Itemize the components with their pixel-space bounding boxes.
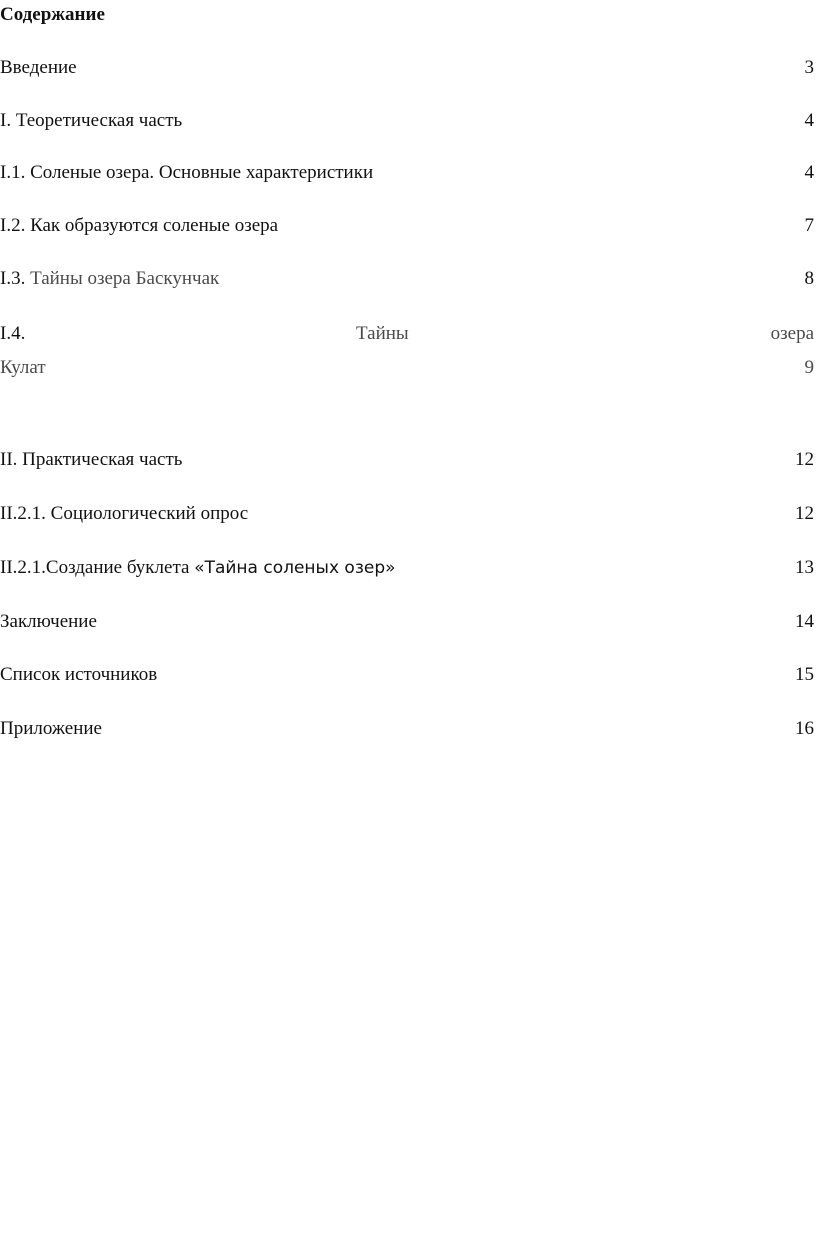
toc-entry-kulat-line1 xyxy=(0,322,814,346)
toc-entry-page: 4 xyxy=(804,110,814,131)
toc-entry-formation xyxy=(0,214,814,238)
toc-entry-label-word: Тайны xyxy=(356,323,409,344)
toc-entry-salt-lakes xyxy=(0,161,814,185)
toc-entry-label-prefix: I.3. xyxy=(0,268,26,289)
toc-entry-label-prefix: II.2.1.Создание буклета xyxy=(0,557,195,578)
toc-entry-page: 7 xyxy=(804,215,814,236)
toc-entry-sources xyxy=(0,663,814,687)
toc-entry-label: I.1. Соленые озера. Основные характеристики xyxy=(0,162,374,183)
toc-entry-page: 15 xyxy=(795,664,814,685)
toc-entry-label xyxy=(0,556,396,580)
toc-entry-label xyxy=(0,267,219,291)
toc-entry-page: 12 xyxy=(795,503,814,524)
toc-entry-appendix xyxy=(0,717,814,741)
toc-entry-practice xyxy=(0,448,814,472)
toc-entry-kulat-line2 xyxy=(0,356,814,380)
toc-entry-page: 13 xyxy=(795,557,814,578)
toc-entry-page: 14 xyxy=(795,611,814,632)
toc-entry-label: Приложение xyxy=(0,718,102,739)
toc-entry-label-word: озера xyxy=(770,323,814,344)
toc-entry-label-word: I.4. xyxy=(0,323,26,344)
toc-entry-theory xyxy=(0,109,814,133)
toc-entry-page: 12 xyxy=(795,449,814,470)
toc-entry-label: I. Теоретическая часть xyxy=(0,110,183,131)
toc-entry-label: Список источников xyxy=(0,664,158,685)
toc-entry-label: I.2. Как образуются соленые озера xyxy=(0,215,279,236)
toc-entry-label-rest: «Тайна соленых озер» xyxy=(194,558,396,578)
toc-entry-label: Кулат xyxy=(0,357,46,378)
toc-entry-booklet xyxy=(0,556,814,580)
toc-entry-survey xyxy=(0,502,814,526)
toc-entry-conclusion xyxy=(0,610,814,634)
toc-entry-page: 4 xyxy=(804,162,814,183)
toc-entry-label: Введение xyxy=(0,57,77,78)
toc-entry-baskunchak xyxy=(0,267,814,291)
toc-entry-page: 8 xyxy=(804,268,814,289)
toc-entry-label: II. Практическая часть xyxy=(0,449,183,470)
toc-entry-label: Заключение xyxy=(0,611,97,632)
toc-entry-label-rest: Тайны озера Баскунчак xyxy=(25,268,220,289)
toc-entry-page: 16 xyxy=(795,718,814,739)
toc-title: Содержание xyxy=(0,4,105,25)
toc-entry-introduction xyxy=(0,56,814,80)
toc-entry-page: 3 xyxy=(804,57,814,78)
toc-entry-label: II.2.1. Социологический опрос xyxy=(0,503,249,524)
toc-entry-page: 9 xyxy=(804,357,814,378)
